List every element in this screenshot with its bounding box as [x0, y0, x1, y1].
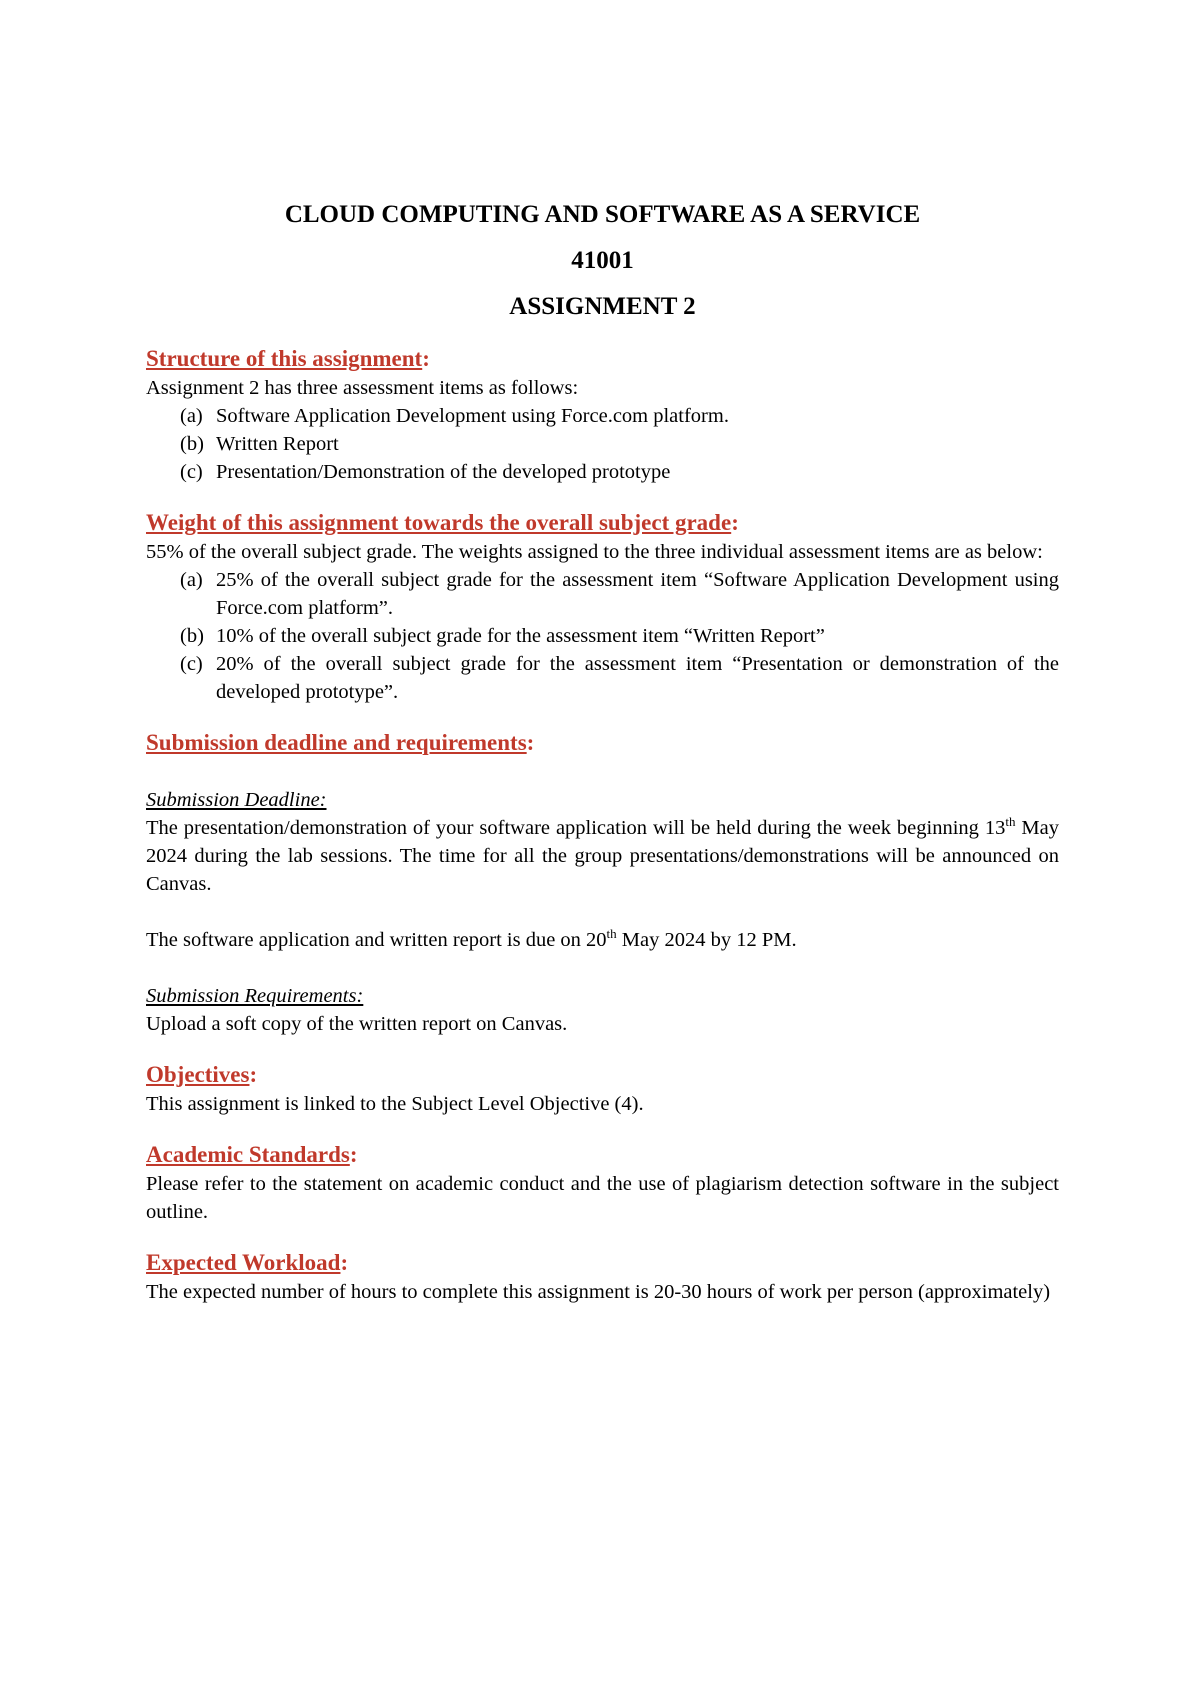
submission-deadline-text: The presentation/demonstration of your software application will be held during the week beginning 13th May 2024 during the lab sessions. The time for all the group presentations/demonstrations will be announced on Canvas. — [146, 814, 1059, 895]
list-item: (c) 20% of the overall subject grade for the assessment item “Presentation or demonstration of the developed prototype”. — [180, 653, 1059, 703]
workload-heading: Expected Workload: — [146, 1250, 349, 1275]
submission-heading: Submission deadline and requirements: — [146, 730, 535, 755]
document-title: CLOUD COMPUTING AND SOFTWARE AS A SERVICE — [284, 201, 921, 228]
structure-section — [146, 344, 1059, 486]
weight-intro: 55% of the overall subject grade. The weights assigned to the three individual assessment items are as below: — [146, 541, 1043, 563]
submission-section — [146, 728, 1059, 1038]
list-item: (b) 10% of the overall subject grade for the assessment item “Written Report” — [180, 625, 825, 647]
structure-list — [146, 402, 1059, 486]
list-item: (a) 25% of the overall subject grade for the assessment item “Software Application Development using Force.com platform”. — [180, 569, 1059, 619]
subject-code: 41001 — [571, 247, 634, 274]
submission-requirements-label: Submission Requirements: — [146, 985, 364, 1007]
objectives-section — [146, 1060, 1059, 1118]
submission-deadline-label: Submission Deadline: — [146, 789, 327, 811]
list-item: (a) Software Application Development using Force.com platform. — [180, 405, 729, 427]
workload-text: The expected number of hours to complete this assignment is 20-30 hours of work per person (approximately) — [146, 1281, 1051, 1303]
assignment-label: ASSIGNMENT 2 — [509, 293, 696, 320]
list-item: (c) Presentation/Demonstration of the developed prototype — [180, 461, 671, 483]
workload-section — [146, 1248, 1059, 1306]
list-item: (b) Written Report — [180, 433, 339, 455]
academic-text: Please refer to the statement on academic conduct and the use of plagiarism detection software in the subject outline. — [146, 1173, 1059, 1223]
weight-list — [146, 566, 1059, 706]
submission-requirements-text: Upload a soft copy of the written report on Canvas. — [146, 1013, 568, 1035]
academic-heading: Academic Standards: — [146, 1142, 358, 1167]
document-page — [146, 190, 1059, 1306]
weight-section — [146, 508, 1059, 706]
submission-due-text: The software application and written report is due on 20th May 2024 by 12 PM. — [146, 926, 797, 951]
structure-heading: Structure of this assignment: — [146, 346, 430, 371]
academic-section — [146, 1140, 1059, 1226]
structure-intro: Assignment 2 has three assessment items as follows: — [146, 377, 579, 399]
weight-heading: Weight of this assignment towards the overall subject grade: — [146, 510, 739, 535]
objectives-heading: Objectives: — [146, 1062, 258, 1087]
objectives-text: This assignment is linked to the Subject Level Objective (4). — [146, 1093, 644, 1115]
